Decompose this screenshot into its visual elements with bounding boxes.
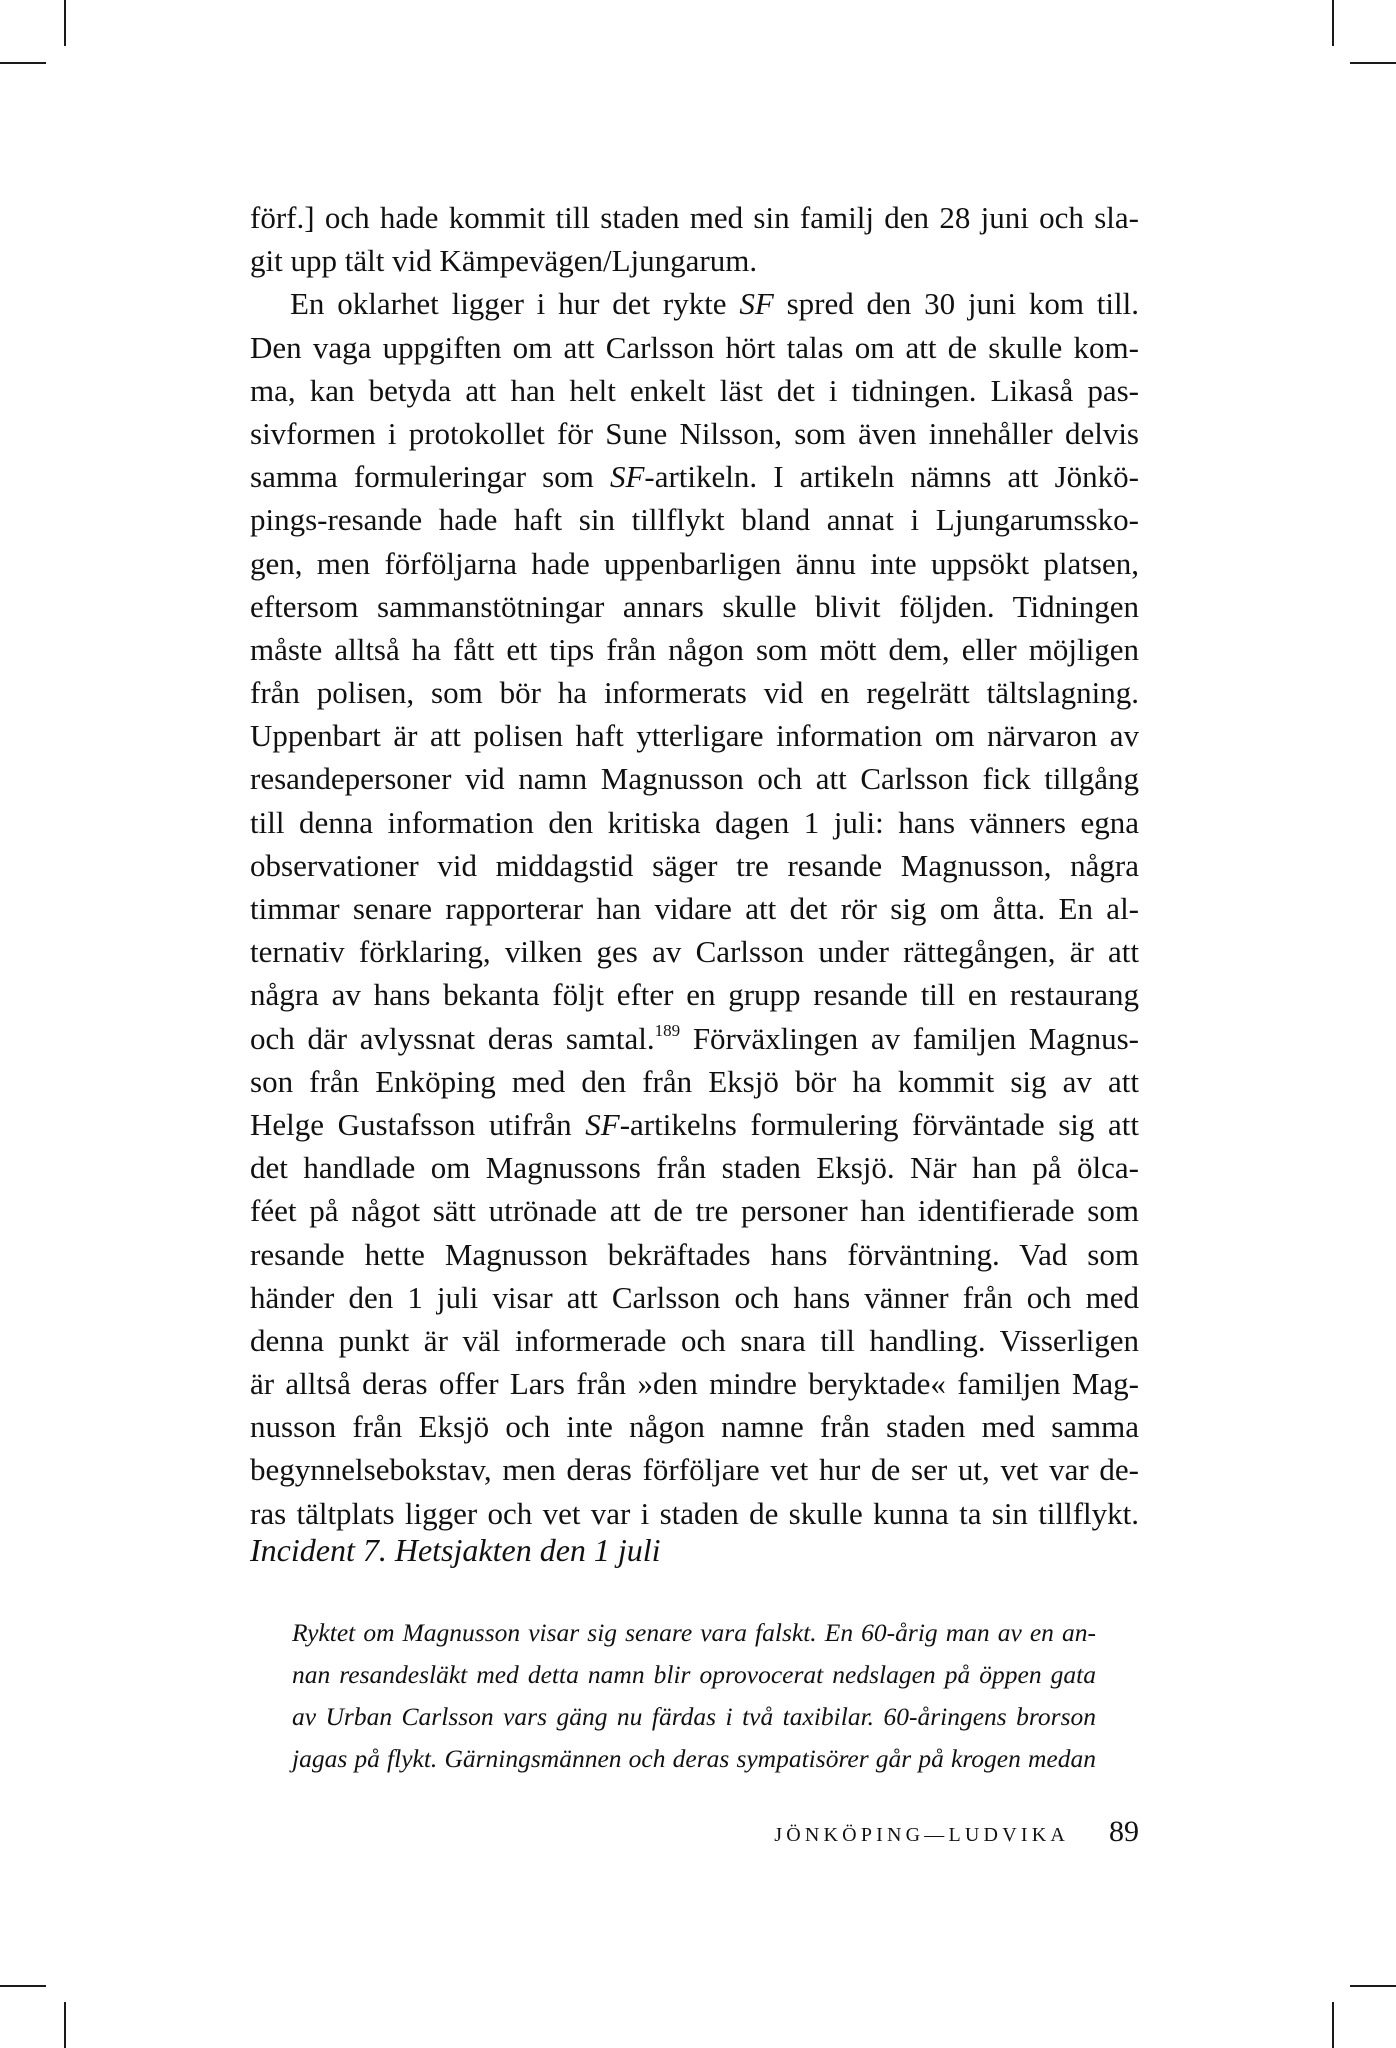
body-line: En oklarhet ligger i hur det rykte SF spred den 30 juni kom till.: [290, 286, 1139, 322]
crop-mark-top-right-horizontal: [1350, 62, 1396, 64]
body-line: och där avlyssnat deras samtal.$^{189}$ Förväxlingen av familjen Magnus-: [250, 1020, 1139, 1056]
body-line: måste alltså ha fått ett tips från någon som mött dem, eller möjligen: [250, 631, 1139, 667]
crop-mark-top-right-vertical: [1332, 0, 1334, 46]
body-line: féet på något sätt utrönade att de tre personer han identifierade som: [250, 1193, 1139, 1229]
crop-mark-top-left-vertical: [64, 0, 66, 46]
body-line: git upp tält vid Kämpevägen/Ljungarum.: [250, 243, 758, 279]
body-line: det handlade om Magnussons från staden Eksjö. När han på ölca-: [250, 1150, 1139, 1186]
quote-line: av Urban Carlsson vars gäng nu färdas i två taxibilar. 60-åringens brorson: [292, 1702, 1096, 1731]
body-line: sivformen i protokollet för Sune Nilsson, som även innehåller delvis: [250, 415, 1139, 451]
body-line: ras tältplats ligger och vet var i staden de skulle kunna ta sin tillflykt.: [250, 1495, 1139, 1531]
body-line: observationer vid middagstid säger tre resande Magnusson, några: [250, 847, 1139, 883]
body-line: son från Enköping med den från Eksjö bör ha kommit sig av att: [250, 1063, 1139, 1099]
body-line: förf.] och hade kommit till staden med sin familj den 28 juni och sla-: [250, 200, 1139, 235]
body-line: resandepersoner vid namn Magnusson och att Carlsson fick tillgång: [250, 761, 1139, 797]
body-line: Den vaga uppgiften om att Carlsson hört talas om att de skulle kom-: [250, 329, 1139, 365]
body-line: från polisen, som bör ha informerats vid en regelrätt tältslagning.: [250, 675, 1139, 711]
running-head: JÖNKÖPING—LUDVIKA: [774, 1824, 1069, 1846]
page-footer: [774, 1815, 1139, 1849]
body-line: samma formuleringar som SF-artikeln. I artikeln nämns att Jönkö-: [250, 459, 1139, 495]
body-line: ternativ förklaring, vilken ges av Carlsson under rättegången, är att: [250, 934, 1139, 970]
body-line: till denna information den kritiska dagen 1 juli: hans vänners egna: [250, 804, 1139, 840]
body-text: [250, 196, 1139, 1535]
quote-line: nan resandesläkt med detta namn blir oprovocerat nedslagen på öppen gata: [292, 1660, 1096, 1689]
body-line: några av hans bekanta följt efter en grupp resande till en restaurang: [250, 977, 1139, 1013]
body-line: händer den 1 juli visar att Carlsson och hans vänner från och med: [250, 1279, 1139, 1315]
crop-mark-bottom-right-vertical: [1332, 2002, 1334, 2048]
body-line: denna punkt är väl informerade och snara till handling. Visserligen: [250, 1322, 1139, 1358]
crop-mark-bottom-left-horizontal: [0, 1985, 46, 1987]
crop-mark-bottom-right-horizontal: [1350, 1985, 1396, 1987]
body-line: begynnelsebokstav, men deras förföljare vet hur de ser ut, vet var de-: [250, 1452, 1139, 1488]
section-subheading: Incident 7. Hetsjakten den 1 juli: [250, 1532, 661, 1568]
page-number: 89: [1109, 1815, 1139, 1848]
body-line: eftersom sammanstötningar annars skulle blivit följden. Tidningen: [250, 588, 1139, 624]
crop-mark-top-left-horizontal: [0, 62, 46, 64]
body-line: Helge Gustafsson utifrån SF-artikelns formulering förväntade sig att: [250, 1106, 1139, 1142]
body-line: Uppenbart är att polisen haft ytterligare information om närvaron av: [250, 718, 1139, 754]
body-line: resande hette Magnusson bekräftades hans förväntning. Vad som: [250, 1236, 1139, 1272]
body-line: är alltså deras offer Lars från »den mindre beryktade« familjen Mag-: [250, 1366, 1139, 1402]
body-line: ma, kan betyda att han helt enkelt läst det i tidningen. Likaså pas-: [250, 372, 1139, 408]
quote-line: jagas på flykt. Gärningsmännen och deras sympatisörer går på krogen medan: [292, 1744, 1096, 1773]
body-line: timmar senare rapporterar han vidare att det rör sig om åtta. En al-: [250, 891, 1139, 926]
body-line: nusson från Eksjö och inte någon namne från staden med samma: [250, 1409, 1139, 1445]
crop-mark-bottom-left-vertical: [64, 2002, 66, 2048]
block-quote: [292, 1612, 1096, 1780]
quote-line: Ryktet om Magnusson visar sig senare vara falskt. En 60-årig man av en an-: [292, 1618, 1096, 1647]
body-line: gen, men förföljarna hade uppenbarligen ännu inte uppsökt platsen,: [250, 545, 1139, 581]
body-line: pings-resande hade haft sin tillflykt bland annat i Ljungarumssko-: [250, 502, 1139, 538]
